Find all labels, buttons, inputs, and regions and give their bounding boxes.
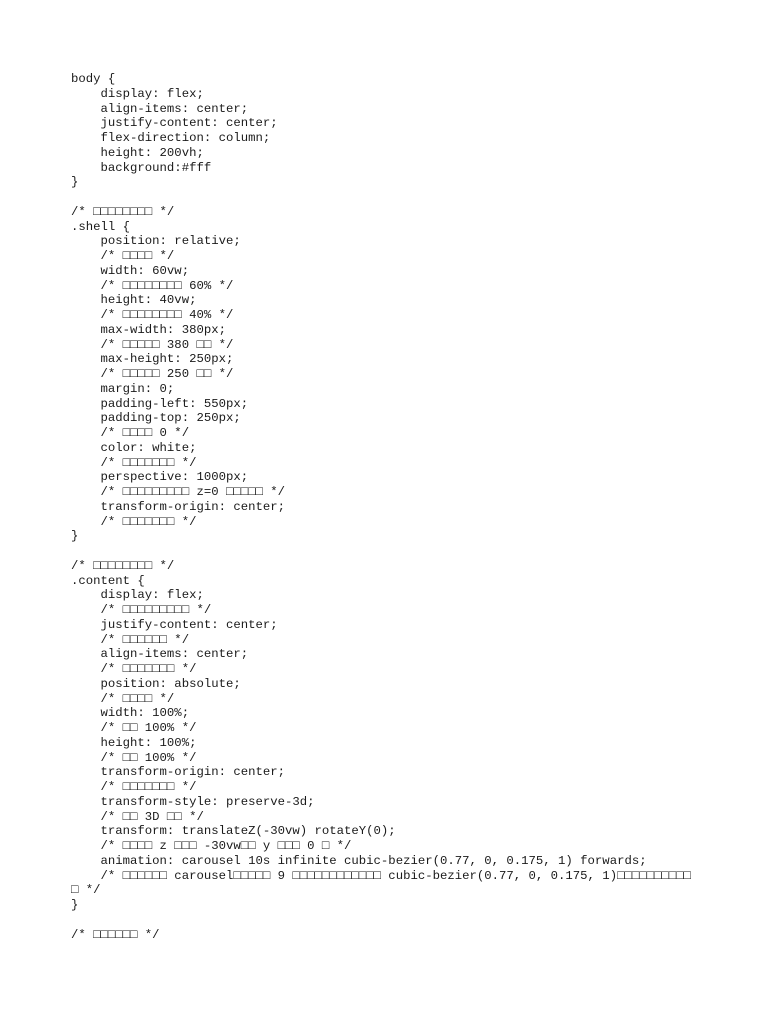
code-comment: /* □□□□□□□ */ xyxy=(71,514,197,529)
code-line: .content { xyxy=(71,573,145,588)
code-line: animation: carousel 10s infinite cubic-bezier(0.77, 0, 0.175, 1) forwards; xyxy=(71,853,647,868)
code-comment: /* □□□□□ 250 □□ */ xyxy=(71,367,234,381)
code-comment: /* □□□□□□□□ 60% */ xyxy=(71,278,234,293)
code-comment: /* □□□□□□ carousel□□□□□ 9 □□□□□□□□□□□□ cubic-bezier(0.77, 0, 0.175, 1)□□□□□□□□□□ xyxy=(71,868,691,883)
code-comment: □ */ xyxy=(71,883,101,898)
code-line: margin: 0; xyxy=(71,381,175,396)
code-comment: /* □□□□□□□□ */ xyxy=(71,204,175,219)
code-line: perspective: 1000px; xyxy=(71,470,249,485)
code-comment: /* □□□□ 0 */ xyxy=(71,426,190,440)
code-comment: /* □□□□□□□ */ xyxy=(71,780,197,794)
code-line: height: 200vh; xyxy=(71,145,204,160)
blank-line xyxy=(71,913,748,928)
code-comment: /* □□□□ z □□□ -30vw□□ y □□□ 0 □ */ xyxy=(71,839,352,853)
code-line: color: white; xyxy=(71,440,197,455)
code-line: max-height: 250px; xyxy=(71,352,234,367)
code-line: transform-origin: center; xyxy=(71,499,286,514)
code-line: display: flex; xyxy=(71,86,204,101)
code-line: transform: translateZ(-30vw) rotateY(0); xyxy=(71,824,396,839)
code-line: transform-style: preserve-3d; xyxy=(71,794,315,809)
code-line: justify-content: center; xyxy=(71,617,278,632)
code-line: } xyxy=(71,898,79,912)
code-comment: /* □□□□ */ xyxy=(71,691,175,706)
code-line: .shell { xyxy=(71,219,131,234)
code-comment: /* □□□□□□□□□ z=0 □□□□□ */ xyxy=(71,485,286,499)
code-comment: /* □□□□□□□□□ */ xyxy=(71,603,212,617)
code-comment: /* □□ 100% */ xyxy=(71,750,197,765)
code-line: flex-direction: column; xyxy=(71,131,271,145)
code-line: max-width: 380px; xyxy=(71,322,226,337)
code-comment: /* □□□□□□□□ */ xyxy=(71,558,175,573)
code-line: width: 60vw; xyxy=(71,263,190,278)
code-comment: /* □□□□□ 380 □□ */ xyxy=(71,337,234,352)
blank-line xyxy=(71,190,748,205)
code-comment: /* □□□□□□ */ xyxy=(71,632,190,647)
code-line: align-items: center; xyxy=(71,647,249,662)
code-line: } xyxy=(71,529,79,544)
code-comment: /* □□□□□□ */ xyxy=(71,927,160,942)
blank-line xyxy=(71,544,748,559)
code-line: width: 100%; xyxy=(71,706,190,721)
code-line: } xyxy=(71,175,79,190)
code-line: body { xyxy=(71,72,116,86)
code-line: height: 100%; xyxy=(71,735,197,750)
code-line: position: absolute; xyxy=(71,676,241,691)
code-comment: /* □□□□□□□ */ xyxy=(71,662,197,676)
code-line: display: flex; xyxy=(71,588,204,603)
code-line: padding-top: 250px; xyxy=(71,411,241,426)
code-line: height: 40vw; xyxy=(71,293,197,308)
code-comment: /* □□ 100% */ xyxy=(71,721,197,735)
code-line: padding-left: 550px; xyxy=(71,396,249,411)
code-comment: /* □□□□ */ xyxy=(71,249,175,263)
code-line: background:#fff xyxy=(71,160,212,175)
code-line: transform-origin: center; xyxy=(71,765,286,780)
code-line: position: relative; xyxy=(71,234,241,249)
code-comment: /* □□□□□□□□ 40% */ xyxy=(71,308,234,322)
code-comment: /* □□ 3D □□ */ xyxy=(71,809,204,824)
code-line: align-items: center; xyxy=(71,101,249,116)
code-comment: /* □□□□□□□ */ xyxy=(71,455,197,470)
code-line: justify-content: center; xyxy=(71,116,278,131)
